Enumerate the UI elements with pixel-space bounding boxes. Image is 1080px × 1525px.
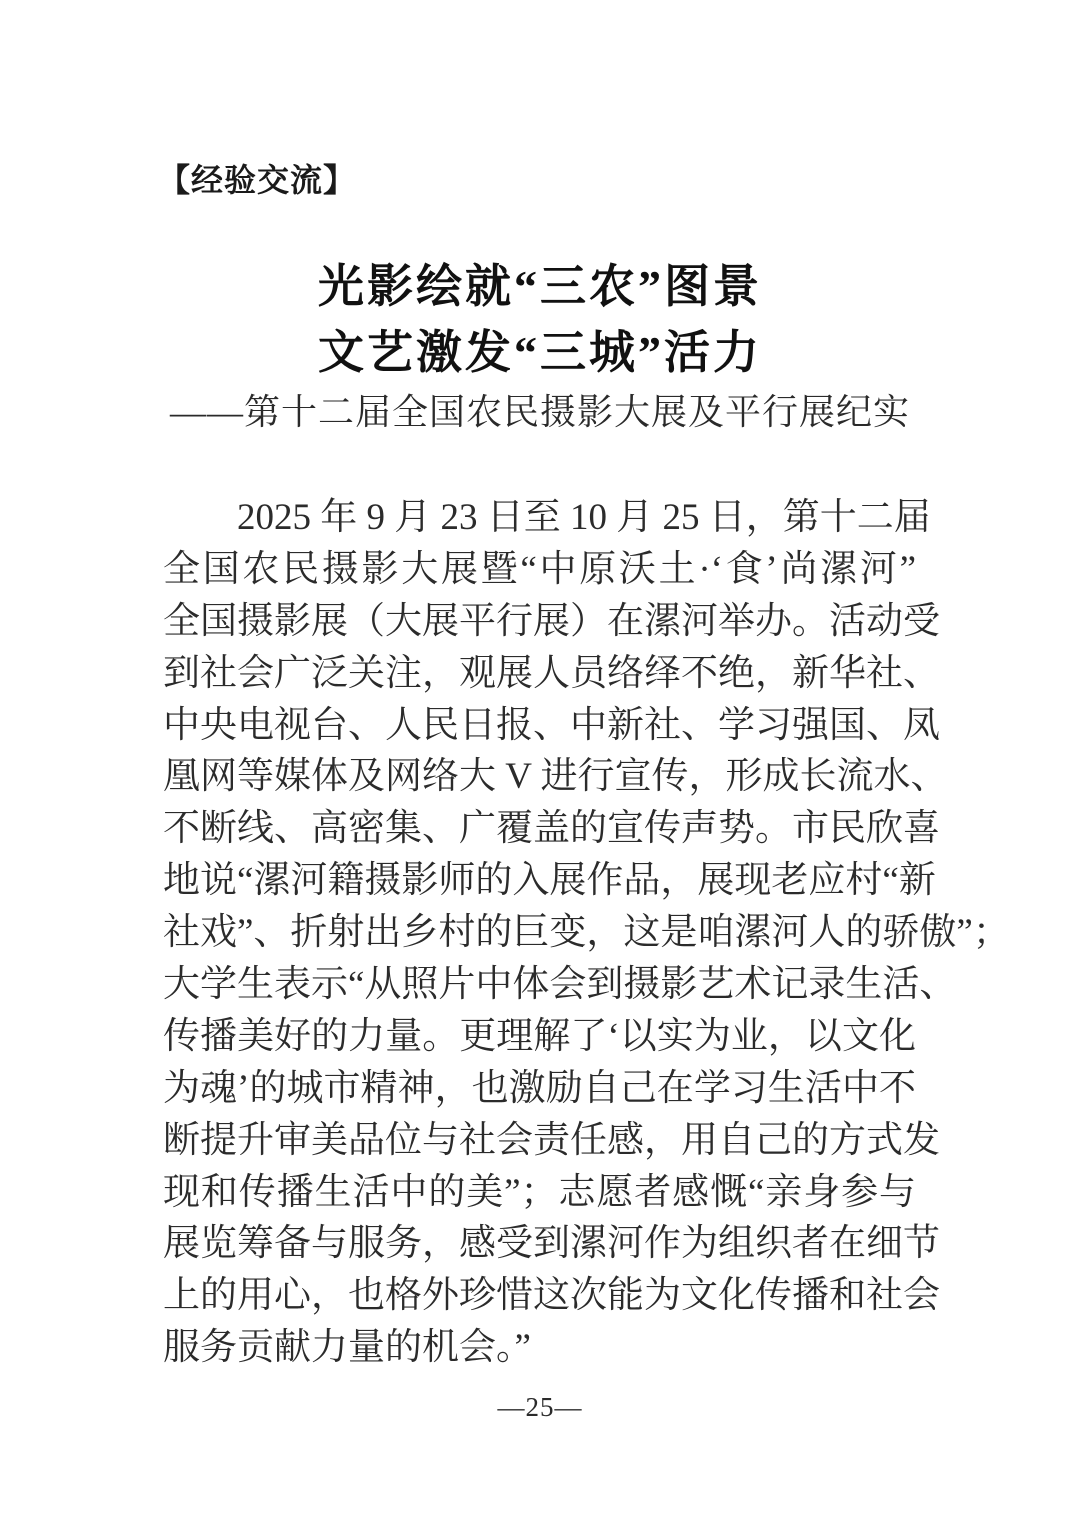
section-tag: 【经验交流】 [158, 162, 357, 198]
article-subtitle: ——第十二届全国农民摄影大展及平行展纪实 [169, 392, 910, 432]
body-line: 传播美好的力量。更理解了‘以实为业，以文化 [163, 1015, 916, 1057]
body-line: 为魂’的城市精神，也激励自己在学习生活中不 [163, 1067, 916, 1109]
body-line: 展览筹备与服务，感受到漯河作为组织者在细节 [163, 1223, 940, 1265]
body-line: 服务贡献力量的机会。” [163, 1327, 531, 1369]
body-line: 地说“漯河籍摄影师的入展作品，展现老应村“新 [163, 860, 936, 902]
body-line: 中央电视台、人民日报、中新社、学习强国、凤 [163, 704, 940, 746]
article-title-line-1: 光影绘就“三农”图景 [318, 261, 762, 312]
body-line: 现和传播生活中的美”；志愿者感慨“亲身参与 [163, 1171, 916, 1213]
body-line: 上的用心，也格外珍惜这次能为文化传播和社会 [163, 1275, 940, 1317]
body-line: 凰网等媒体及网络大 V 进行宣传，形成长流水、 [163, 756, 948, 798]
body-line: 不断线、高密集、广覆盖的宣传声势。市民欣喜 [163, 808, 940, 850]
body-line: 到社会广泛关注，观展人员络绎不绝，新华社、 [163, 652, 940, 694]
body-line: 全国农民摄影大展暨“中原沃土·‘食’尚漯河” [163, 548, 916, 590]
body-line: 全国摄影展（大展平行展）在漯河举办。活动受 [163, 600, 940, 642]
page-number: —25— [497, 1392, 583, 1422]
body-line: 2025 年 9 月 23 日至 10 月 25 日，第十二届 [237, 497, 931, 538]
body-line: 断提升审美品位与社会责任感，用自己的方式发 [163, 1119, 940, 1161]
body-line: 社戏”、折射出乡村的巨变，这是咱漯河人的骄傲”； [163, 912, 1010, 954]
body-paragraph [163, 492, 1010, 1374]
body-line: 大学生表示“从照片中体会到摄影艺术记录生活、 [163, 964, 957, 1006]
article-title-line-2: 文艺激发“三城”活力 [318, 327, 762, 378]
